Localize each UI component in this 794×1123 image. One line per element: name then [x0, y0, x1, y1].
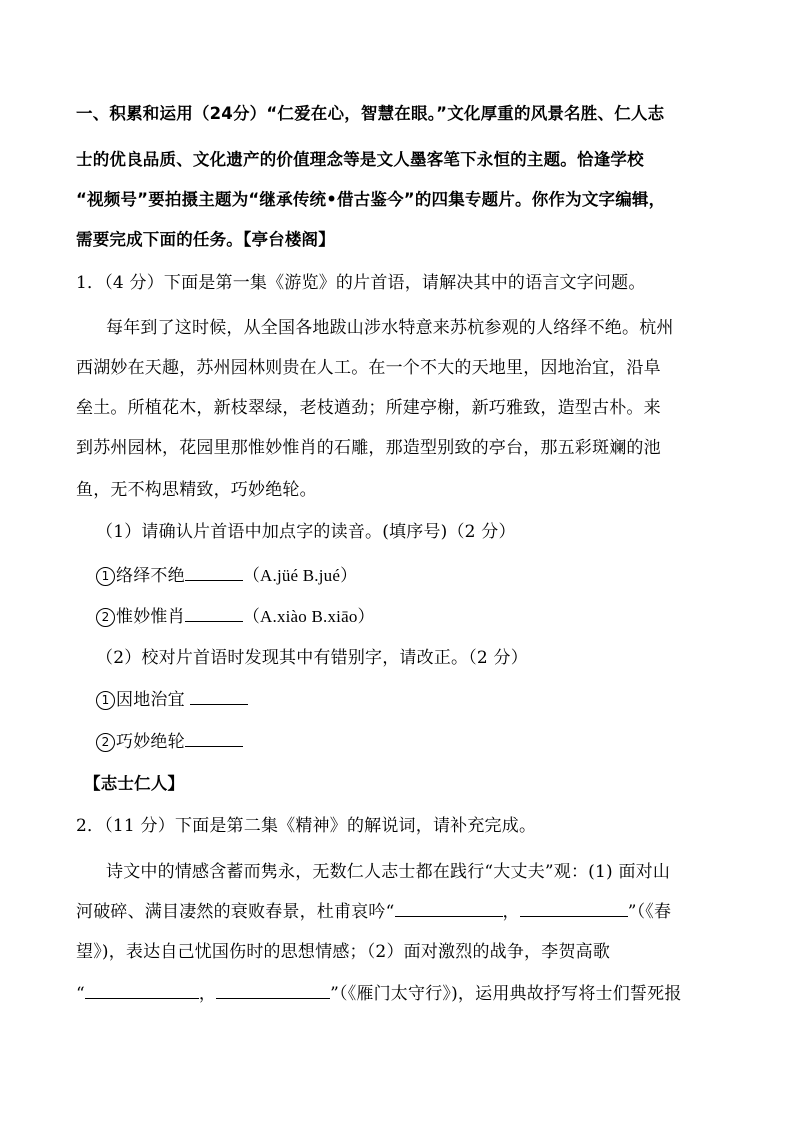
pinyin-options: （A.xiào B.xiāo） [242, 607, 375, 626]
q1-part2-item1 [96, 688, 726, 712]
item-text: 因地治宜 [116, 690, 185, 710]
q1-part1-item1 [96, 564, 726, 588]
answer-blank[interactable] [185, 730, 243, 747]
item-text: 巧妙绝轮 [116, 732, 185, 752]
circled-number: 1 [96, 691, 115, 710]
section2-heading: 【志士仁人】 [84, 774, 185, 793]
q1-passage-line: 每年到了这时候，从全国各地跋山涉水特意来苏杭参观的人络绎不绝。杭州 [106, 318, 674, 338]
q1-part2-item2 [96, 730, 726, 754]
answer-blank[interactable] [190, 688, 248, 705]
circled-number: 1 [96, 567, 115, 586]
answer-blank[interactable] [185, 605, 243, 622]
answer-blank[interactable] [216, 982, 330, 999]
item-text: 惟妙惟肖 [116, 607, 185, 627]
circled-number: 2 [96, 733, 115, 752]
q1-passage-line: 垒土。所植花木，新枝翠绿，老枝遒劲；所建亭榭，新巧雅致，造型古朴。来 [76, 398, 661, 418]
answer-blank[interactable] [520, 900, 628, 917]
section1-line4: 需要完成下面的任务。【亭台楼阁】 [76, 230, 335, 249]
q2-title: 2．（11 分）下面是第二集《精神》的解说词，请补充完成。 [76, 816, 537, 836]
q2-text-line: “ ， ”（《雁门太守行》)，运用典故抒写将士们誓死报 [76, 984, 682, 1004]
q2-text-line: 河破碎、满目凄然的衰败春景，杜甫哀吟“ ， ”（《春 [76, 902, 672, 922]
q1-passage-line: 到苏州园林，花园里那惟妙惟肖的石雕，那造型别致的亭台，那五彩斑斓的池 [76, 438, 661, 458]
q1-passage-line: 西湖妙在天趣，苏州园林则贵在人工。在一个不大的天地里，因地治宜，沿阜 [76, 358, 661, 378]
q1-part1-prompt: （1）请确认片首语中加点字的读音。(填序号)（2 分） [96, 522, 516, 542]
answer-blank[interactable] [395, 900, 503, 917]
item-text: 络绎不绝 [116, 566, 185, 586]
answer-blank[interactable] [185, 564, 243, 581]
section1-line1: 一、积累和运用（24分）“仁爱在心，智慧在眼。”文化厚重的风景名胜、仁人志 [76, 104, 665, 123]
q2-text-line: 望》)，表达自己忧国伤时的思想情感；（2）面对激烈的战争，李贺高歌 [76, 942, 611, 962]
pinyin-options: （A.jüé B.jué） [242, 566, 358, 585]
section1-line2: 士的优良品质、文化遗产的价值理念等是文人墨客笔下永恒的主题。恰逢学校 [76, 150, 644, 169]
q1-title: 1．（4 分）下面是第一集《游览》的片首语，请解决其中的语言文字问题。 [76, 273, 646, 293]
q1-passage-line: 鱼，无不构思精致，巧妙绝轮。 [76, 480, 317, 500]
circled-number: 2 [96, 608, 115, 627]
section1-line3: “视频号”要拍摄主题为“继承传统•借古鉴今”的四集专题片。你作为文字编辑， [76, 190, 666, 209]
answer-blank[interactable] [85, 982, 199, 999]
q1-part2-prompt: （2）校对片首语时发现其中有错别字，请改正。（2 分） [96, 648, 528, 668]
q2-text-line: 诗文中的情感含蓄而隽永，无数仁人志士都在践行“大丈夫”观：(1) 面对山 [106, 862, 671, 882]
q1-part1-item2 [96, 605, 726, 629]
